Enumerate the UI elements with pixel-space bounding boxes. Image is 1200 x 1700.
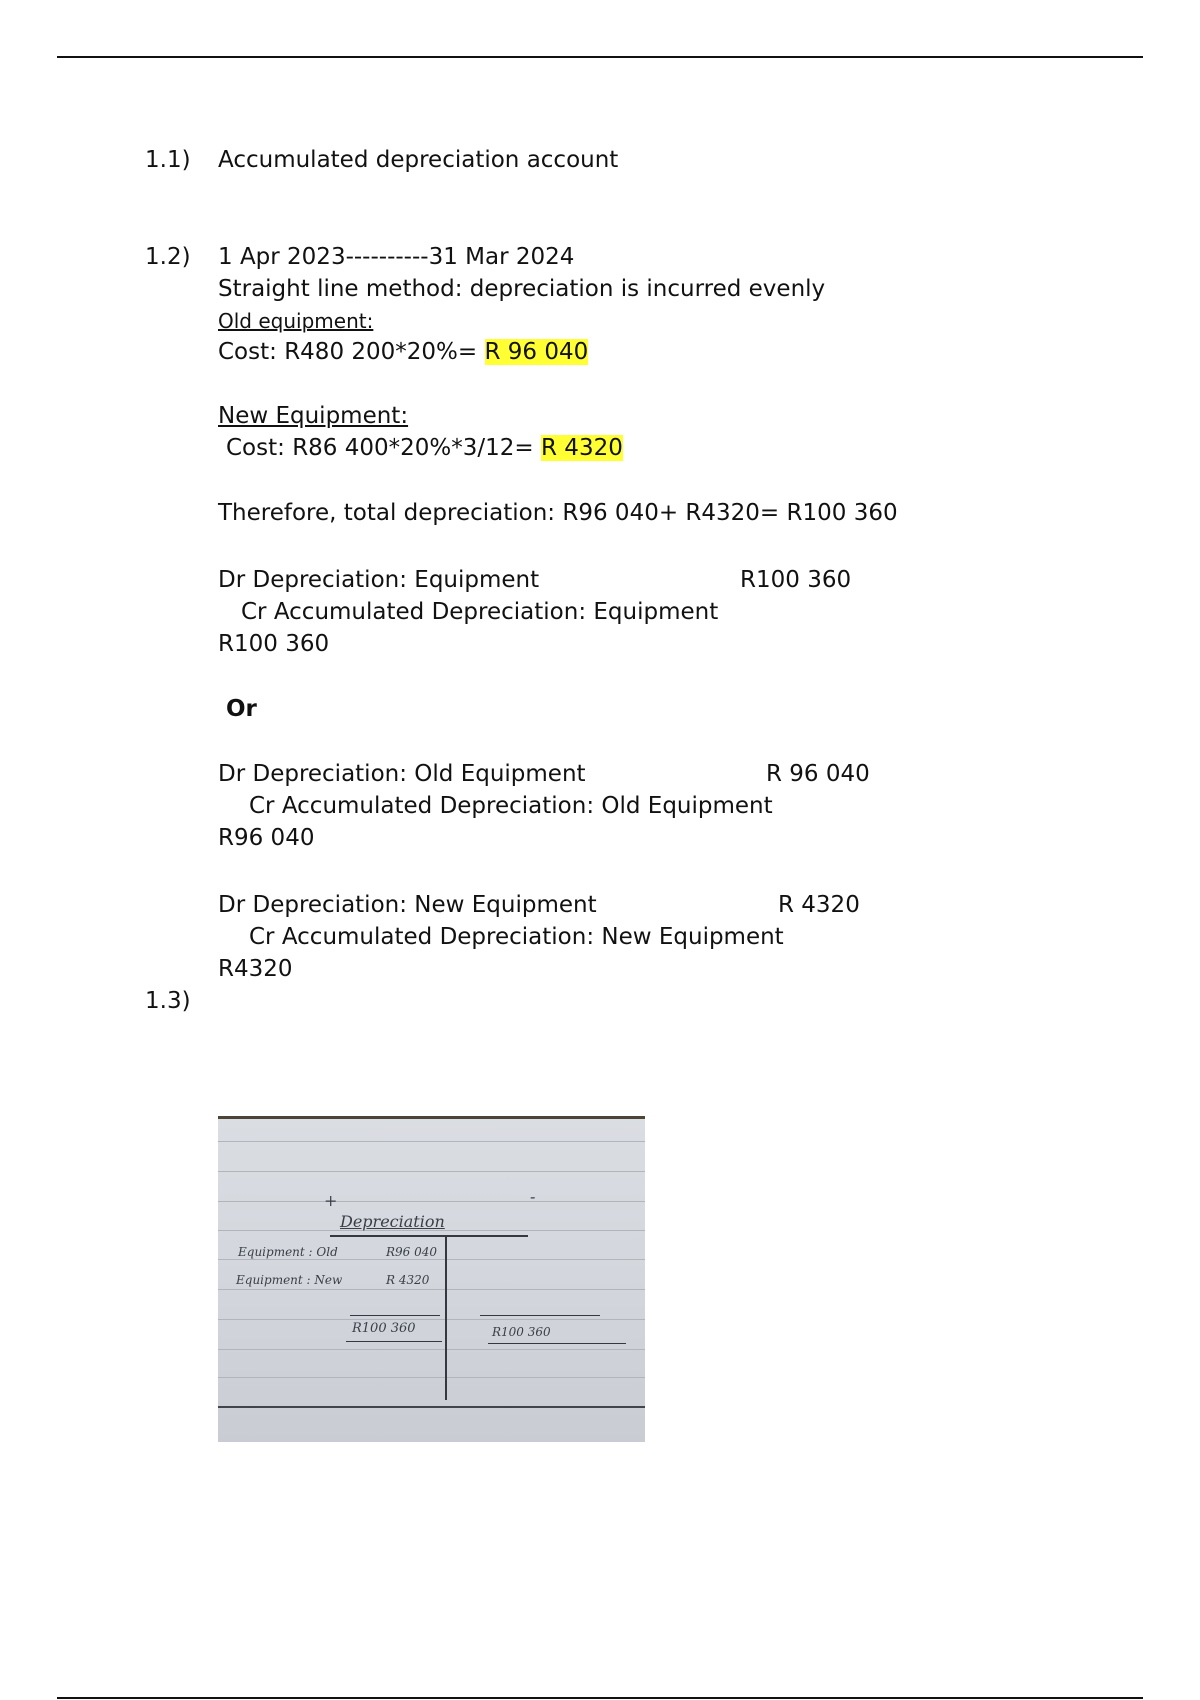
- old-equipment-heading: Old equipment:: [218, 309, 374, 333]
- handwritten-t-account-photo: [218, 1116, 645, 1442]
- left-total-bottom-line: [346, 1341, 442, 1342]
- total-depreciation-line: Therefore, total depreciation: R96 040+ R4320= R100 360: [218, 500, 898, 526]
- or-label: Or: [226, 696, 257, 722]
- notebook-line: [218, 1349, 645, 1350]
- right-total-bottom-line: [488, 1343, 626, 1344]
- t-account-title: Depreciation: [340, 1212, 445, 1231]
- new-equipment-heading: New Equipment:: [218, 403, 409, 429]
- notebook-line: [218, 1171, 645, 1172]
- new-equipment-calculation: [226, 434, 623, 462]
- right-total-top-line: [480, 1315, 600, 1316]
- row2-amount: R 4320: [386, 1273, 430, 1287]
- journal2-dr-account: Dr Depreciation: Old Equipment: [218, 761, 586, 787]
- question-number-1-3: 1.3): [145, 988, 191, 1014]
- journal2-cr-account: Cr Accumulated Depreciation: Old Equipment: [249, 793, 773, 819]
- t-account-divider: [445, 1235, 447, 1400]
- old-result-highlight: R 96 040: [484, 339, 589, 365]
- t-account-top-line: [330, 1235, 528, 1237]
- old-calc-text: Cost: R480 200*20%=: [218, 339, 485, 365]
- new-calc-text: Cost: R86 400*20%*3/12=: [226, 435, 542, 461]
- left-total-top-line: [350, 1315, 440, 1316]
- credit-sign: -: [530, 1187, 536, 1206]
- notebook-line: [218, 1201, 645, 1202]
- journal3-cr-account: Cr Accumulated Depreciation: New Equipment: [249, 924, 784, 950]
- question-1-1-answer: Accumulated depreciation account: [218, 147, 619, 173]
- notebook-line: [218, 1377, 645, 1378]
- new-result-highlight: R 4320: [541, 435, 623, 461]
- journal2-cr-amount: R96 040: [218, 825, 315, 851]
- question-number-1-1: 1.1): [145, 147, 191, 173]
- journal1-dr-amount: R100 360: [740, 567, 852, 593]
- left-total: R100 360: [352, 1321, 416, 1336]
- page-top-rule: [57, 56, 1143, 58]
- notebook-line: [218, 1141, 645, 1142]
- row1-label: Equipment : Old: [238, 1245, 338, 1259]
- row2-label: Equipment : New: [236, 1273, 343, 1287]
- journal2-dr-amount: R 96 040: [766, 761, 870, 787]
- journal3-dr-account: Dr Depreciation: New Equipment: [218, 892, 597, 918]
- journal1-cr-amount: R100 360: [218, 631, 330, 657]
- notebook-line: [218, 1289, 645, 1290]
- notebook-line: [218, 1259, 645, 1260]
- journal1-cr-account: Cr Accumulated Depreciation: Equipment: [241, 599, 719, 625]
- question-number-1-2: 1.2): [145, 244, 191, 270]
- method-line: Straight line method: depreciation is incurred evenly: [218, 276, 826, 302]
- journal3-cr-amount: R4320: [218, 956, 293, 982]
- row1-amount: R96 040: [386, 1245, 438, 1259]
- journal3-dr-amount: R 4320: [778, 892, 860, 918]
- right-total: R100 360: [492, 1325, 551, 1339]
- notebook-margin-line: [218, 1406, 645, 1408]
- journal1-dr-account: Dr Depreciation: Equipment: [218, 567, 540, 593]
- notebook-line: [218, 1319, 645, 1320]
- period-line: 1 Apr 2023----------31 Mar 2024: [218, 244, 575, 270]
- old-equipment-calculation: [218, 338, 588, 366]
- page-bottom-rule: [57, 1697, 1143, 1699]
- debit-sign: +: [324, 1191, 338, 1210]
